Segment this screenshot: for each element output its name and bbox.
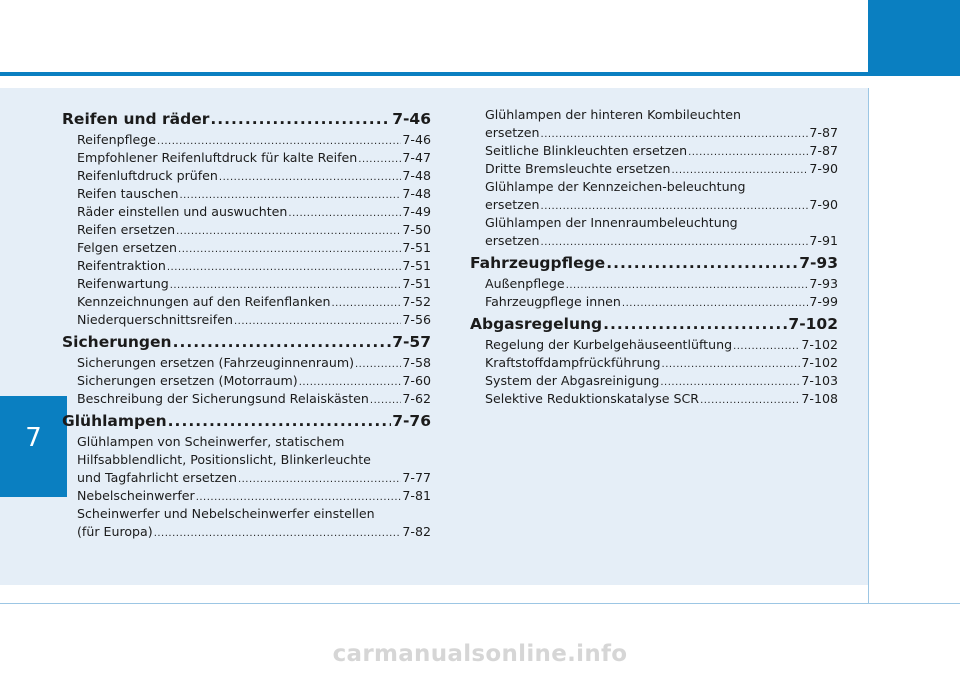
entry-title: Selektive Reduktionskatalyse SCR (485, 391, 700, 406)
toc-column-right (470, 106, 838, 408)
footer-rule (0, 603, 960, 604)
entry-page: 7-47 (402, 150, 431, 165)
entry-title: Außenpflege (485, 276, 565, 291)
toc-entry-line[interactable]: Glühlampen von Scheinwerfer, statischem (77, 434, 345, 449)
section-page: 7-57 (392, 333, 431, 351)
entry-title: ersetzen (485, 197, 540, 212)
watermark: carmanualsonline.info (332, 641, 628, 667)
toc-entry[interactable] (62, 469, 431, 487)
side-margin-strip (868, 88, 960, 604)
toc-entry-line[interactable]: Hilfsabblendlicht, Positionslicht, Blinkerleuchte (77, 452, 371, 467)
toc-entry[interactable] (62, 354, 431, 372)
entry-title: ersetzen (485, 125, 540, 140)
entry-page: 7-62 (402, 391, 431, 406)
entry-page: 7-48 (402, 168, 431, 183)
entry-title: ersetzen (485, 233, 540, 248)
entry-page: 7-91 (809, 233, 838, 248)
entry-title: Sicherungen ersetzen (Motorraum) (77, 373, 298, 388)
toc-entry[interactable] (470, 275, 838, 293)
toc-column-left (62, 106, 431, 541)
toc-entry[interactable] (470, 196, 838, 214)
entry-page: 7-52 (402, 294, 431, 309)
toc-entry[interactable] (470, 372, 838, 390)
entry-page: 7-99 (809, 294, 838, 309)
toc-entry[interactable] (62, 523, 431, 541)
header-rule (0, 72, 868, 76)
section-title: Fahrzeugpflege (470, 254, 606, 272)
entry-title: Reifenpflege (77, 132, 157, 147)
entry-title: System der Abgasreinigung (485, 373, 660, 388)
entry-title: Räder einstellen und auswuchten (77, 204, 288, 219)
toc-section-fuses[interactable] (62, 331, 431, 353)
entry-page: 7-48 (402, 186, 431, 201)
toc-section-vehicle-care[interactable] (470, 252, 838, 274)
toc-entry[interactable] (62, 372, 431, 390)
entry-page: 7-58 (402, 355, 431, 370)
entry-page: 7-102 (801, 337, 838, 352)
entry-page: 7-56 (402, 312, 431, 327)
toc-entry[interactable] (62, 185, 431, 203)
section-page: 7-93 (799, 254, 838, 272)
corner-tab-block (868, 0, 960, 76)
toc-entry[interactable] (62, 239, 431, 257)
section-title: Glühlampen (62, 412, 167, 430)
entry-title: Fahrzeugpflege innen (485, 294, 621, 309)
entry-page: 7-90 (809, 161, 838, 176)
entry-title: Niederquerschnittsreifen (77, 312, 233, 327)
section-title: Abgasregelung (470, 315, 603, 333)
toc-entry[interactable] (62, 311, 431, 329)
toc-section-tires[interactable] (62, 108, 431, 130)
toc-entry[interactable] (62, 203, 431, 221)
entry-page: 7-87 (809, 143, 838, 158)
toc-entry[interactable] (470, 354, 838, 372)
entry-title: Reifentraktion (77, 258, 166, 273)
entry-page: 7-49 (402, 204, 431, 219)
toc-entry[interactable] (470, 232, 838, 250)
toc-entry[interactable] (62, 275, 431, 293)
entry-title: Nebelscheinwerfer (77, 488, 195, 503)
toc-entry-line[interactable]: Glühlampen der hinteren Kombileuchten (485, 107, 742, 122)
toc-entry[interactable] (62, 487, 431, 505)
section-title: Sicherungen (62, 333, 172, 351)
entry-title: Felgen ersetzen (77, 240, 178, 255)
entry-page: 7-51 (402, 276, 431, 291)
toc-section-emission[interactable] (470, 313, 838, 335)
entry-page: 7-102 (801, 355, 838, 370)
entry-title: Reifen tauschen (77, 186, 179, 201)
entry-page: 7-108 (801, 391, 838, 406)
entry-page: 7-81 (402, 488, 431, 503)
toc-entry[interactable] (62, 221, 431, 239)
toc-entry[interactable] (62, 293, 431, 311)
section-title: Reifen und räder (62, 110, 210, 128)
toc-entry[interactable] (62, 149, 431, 167)
toc-entry[interactable] (470, 390, 838, 408)
entry-title: Regelung der Kurbelgehäuseentlüftung (485, 337, 733, 352)
entry-page: 7-103 (801, 373, 838, 388)
entry-title: Reifenluftdruck prüfen (77, 168, 218, 183)
entry-title: Sicherungen ersetzen (Fahrzeuginnenraum) (77, 355, 354, 370)
toc-entry[interactable] (62, 390, 431, 408)
toc-entry[interactable] (470, 160, 838, 178)
entry-page: 7-87 (809, 125, 838, 140)
entry-title: Empfohlener Reifenluftdruck für kalte Reifen (77, 150, 358, 165)
entry-title: und Tagfahrlicht ersetzen (77, 470, 237, 485)
toc-entry[interactable] (470, 124, 838, 142)
entry-page: 7-90 (809, 197, 838, 212)
toc-entry[interactable] (62, 131, 431, 149)
toc-entry-line[interactable]: Glühlampe der Kennzeichen-beleuchtung (485, 179, 746, 194)
toc-entry[interactable] (470, 336, 838, 354)
section-page: 7-76 (392, 412, 431, 430)
entry-page: 7-51 (402, 258, 431, 273)
entry-title: Seitliche Blinkleuchten ersetzen (485, 143, 688, 158)
entry-title: Reifen ersetzen (77, 222, 176, 237)
entry-page: 7-60 (402, 373, 431, 388)
toc-section-bulbs[interactable] (62, 410, 431, 432)
entry-title: Kraftstoffdampfrückführung (485, 355, 661, 370)
toc-entry[interactable] (62, 257, 431, 275)
entry-page: 7-77 (402, 470, 431, 485)
entry-page: 7-50 (402, 222, 431, 237)
toc-entry[interactable] (470, 293, 838, 311)
section-page: 7-46 (392, 110, 431, 128)
entry-page: 7-46 (402, 132, 431, 147)
section-page: 7-102 (788, 315, 838, 333)
entry-title: Dritte Bremsleuchte ersetzen (485, 161, 671, 176)
toc-entry[interactable] (470, 142, 838, 160)
entry-page: 7-82 (402, 524, 431, 539)
toc-entry-line[interactable]: Scheinwerfer und Nebelscheinwerfer einstellen (77, 506, 375, 521)
entry-page: 7-51 (402, 240, 431, 255)
entry-page: 7-93 (809, 276, 838, 291)
entry-title: Kennzeichnungen auf den Reifenflanken (77, 294, 331, 309)
toc-entry[interactable] (62, 167, 431, 185)
entry-title: Reifenwartung (77, 276, 169, 291)
toc-entry-line[interactable]: Glühlampen der Innenraumbeleuchtung (485, 215, 738, 230)
chapter-number: 7 (25, 423, 42, 453)
entry-title: Beschreibung der Sicherungsund Relaiskästen (77, 391, 369, 406)
entry-title: (für Europa) (77, 524, 153, 539)
